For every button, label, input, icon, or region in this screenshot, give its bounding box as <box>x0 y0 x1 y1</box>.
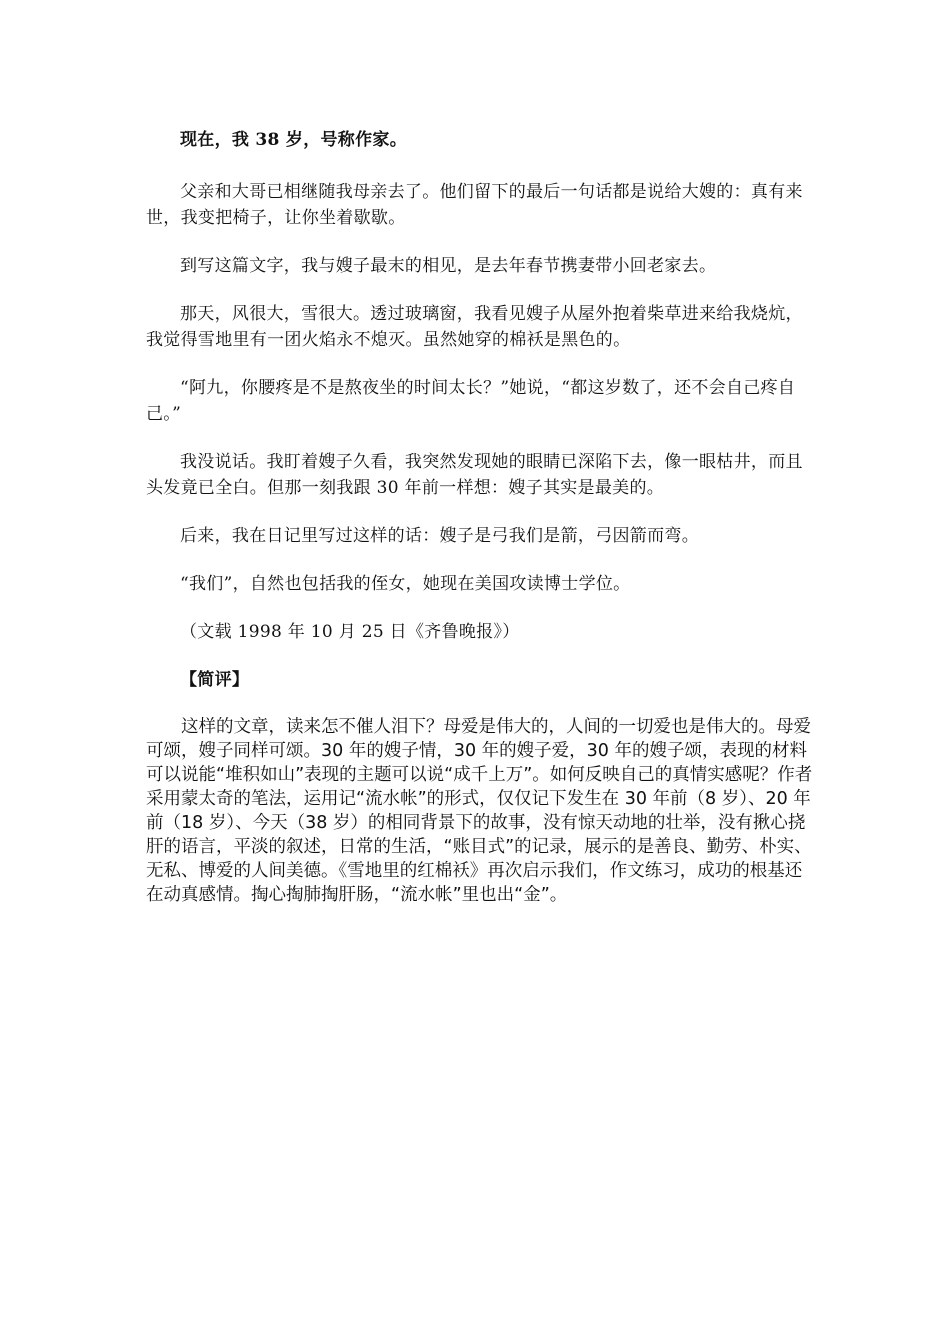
paragraph: 父亲和大哥已相继随我母亲去了。他们留下的最后一句话都是说给大嫂的：真有来世，我变把椅子，让你坐着歇歇。 <box>146 182 803 228</box>
review-text: 这样的文章，读来怎不催人泪下？母爱是伟大的，人间的一切爱也是伟大的。母爱可颂，嫂子同样可颂。30 年的嫂子情，30 年的嫂子爱，30 年的嫂子颂，表现的材料可以说能“堆积如山”表现的主题可以说“成千上万”。如何反映自己的真情实感呢？作者采用蒙太奇的笔法，运用记“流水帐”的形式，仅仅记下发生在 30 年前（8 岁）、20 年前（18 岁）、今天（38 岁）的相同背景下的故事，没有惊天动地的壮举，没有揪心挠肝的语言，平淡的叙述，日常的生活，“账目式”的记录，展示的是善良、勤劳、朴实、无私、博爱的人间美德。《雪地里的红棉袄》再次启示我们，作文练习，成功的根基还在动真感情。掏心掏肺掏肝肠，“流水帐”里也出“金”。 <box>146 717 813 905</box>
paragraph: 到写这篇文字，我与嫂子最末的相见，是去年春节携妻带小回老家去。 <box>180 256 717 276</box>
review-heading: 【简评】 <box>180 670 250 690</box>
paragraph: 后来，我在日记里写过这样的话：嫂子是弓我们是箭，弓因箭而弯。 <box>180 526 699 546</box>
paragraph: “阿九，你腰疼是不是熬夜坐的时间太长？”她说，“都这岁数了，还不会自己疼自己。” <box>146 378 796 424</box>
paragraph: 那天，风很大，雪很大。透过玻璃窗，我看见嫂子从屋外抱着柴草进来给我烧炕，我觉得雪地里有一团火焰永不熄灭。虽然她穿的棉袄是黑色的。 <box>146 304 803 350</box>
paragraph: “我们”，自然也包括我的侄女，她现在美国攻读博士学位。 <box>180 574 631 594</box>
document-body <box>146 127 818 907</box>
paragraph-opening: 现在，我 38 岁，号称作家。 <box>180 130 407 150</box>
source-citation: （文载 1998 年 10 月 25 日《齐鲁晚报》） <box>180 622 520 642</box>
paragraph: 我没说话。我盯着嫂子久看，我突然发现她的眼睛已深陷下去，像一眼枯井，而且头发竟已全白。但那一刻我跟 30 年前一样想：嫂子其实是最美的。 <box>146 452 803 498</box>
